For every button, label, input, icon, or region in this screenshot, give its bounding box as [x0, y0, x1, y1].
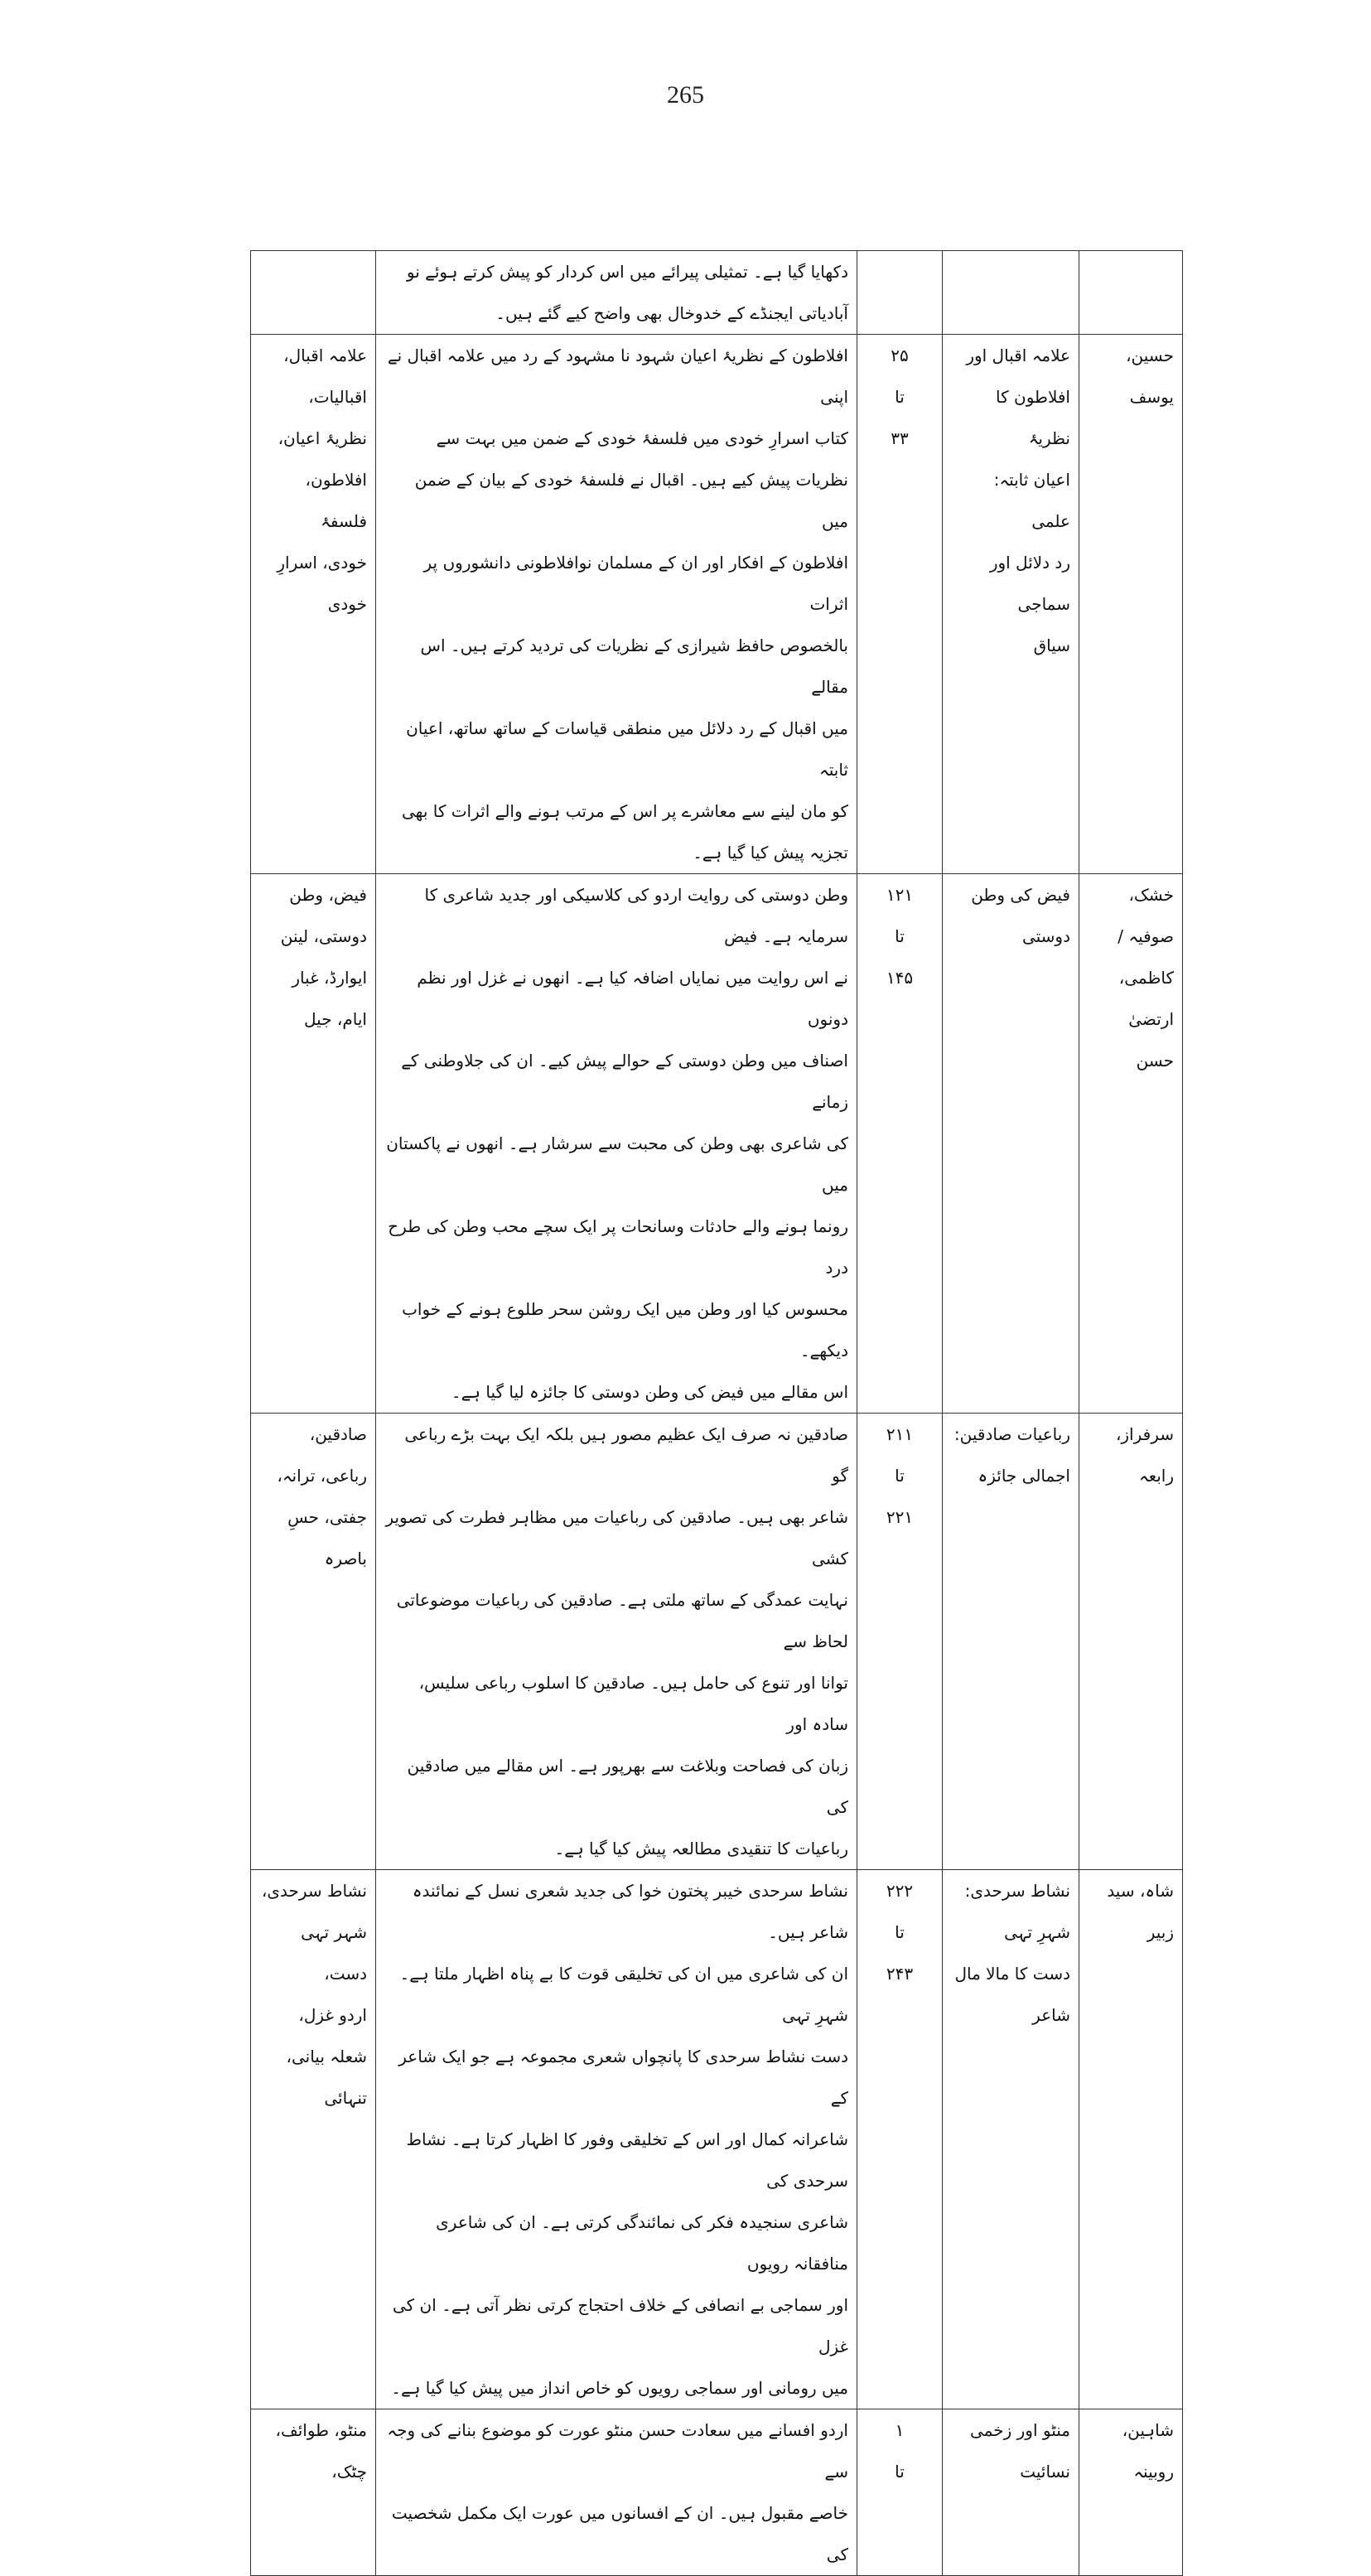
page-start: ۱: [895, 2420, 905, 2440]
abstract-cell: وطن دوستی کی روایت اردو کی کلاسیکی اور جدید شاعری کا سرمایہ ہے۔ فیض نے اس روایت میں نمایاں اضافہ کیا ہے۔ انھوں نے غزل اور نظم دونوں اصناف میں وطن دوستی کے حوالے پیش کیے۔ ان کی جلاوطنی کے زمانے کی شاعری بھی وطن کی محبت سے سرشار ہے۔ انھوں نے پاکستان میں رونما ہونے والے حادثات وسانحات پر ایک سچے محب وطن کی طرح درد محسوس کیا اور وطن میں ایک روشن سحر طلوع ہونے کے خواب دیکھے۔ اس مقالے میں فیض کی وطن دوستی کا جائزہ لیا گیا ہے۔: [376, 874, 857, 1414]
page-number: 265: [667, 81, 704, 109]
table-row: [251, 1870, 1183, 2409]
page-range-word: تا: [895, 1466, 905, 1486]
page-range-word: تا: [895, 387, 905, 407]
keywords-cell: علامہ اقبال، اقبالیات، نظریۂ اعیان، افلاطون، فلسفۂ خودی، اسرارِ خودی: [251, 335, 376, 874]
abstract-cell: افلاطون کے نظریۂ اعیان شہود نا مشہود کے رد میں علامہ اقبال نے اپنی کتاب اسرارِ خودی میں فلسفۂ خودی کے ضمن میں بہت سے نظریات پیش کیے ہیں۔ اقبال نے فلسفۂ خودی کے بیان کے ضمن میں افلاطون کے افکار اور ان کے مسلمان نوافلاطونی دانشوروں پر اثرات بالخصوص حافظ شیرازی کے نظریات کی تردید کرتے ہیں۔ اس مقالے میں اقبال کے رد دلائل میں منطقی قیاسات کے ساتھ ساتھ، اعیان ثابتہ کو مان لینے سے معاشرے پر اس کے مرتب ہونے والے اثرات کا بھی تجزیہ پیش کیا گیا ہے۔: [376, 335, 857, 874]
author-cell: [1079, 251, 1183, 335]
page-end: ۲۲۱: [886, 1507, 914, 1527]
keywords-cell: منٹو، طوائف، چٹک،: [251, 2409, 376, 2576]
pages-cell: [857, 874, 943, 1414]
page-end: ۱۴۵: [886, 968, 914, 988]
pages-cell: [857, 2409, 943, 2576]
abstract-cell: نشاط سرحدی خیبر پختون خوا کی جدید شعری نسل کے نمائندہ شاعر ہیں۔ ان کی شاعری میں ان کی تخلیقی قوت کا بے پناہ اظہار ملتا ہے۔ شہرِ تہی دست نشاط سرحدی کا پانچواں شعری مجموعہ ہے جو ایک شاعر کے شاعرانہ کمال اور اس کے تخلیقی وفور کا اظہار کرتا ہے۔ نشاط سرحدی کی شاعری سنجیدہ فکر کی نمائندگی کرتی ہے۔ ان کی شاعری منافقانہ رویوں اور سماجی بے انصافی کے خلاف احتجاج کرتی نظر آتی ہے۔ ان کی غزل میں رومانی اور سماجی رویوں کو خاص انداز میں پیش کیا گیا ہے۔: [376, 1870, 857, 2409]
author-cell: سرفراز، رابعہ: [1079, 1414, 1183, 1870]
author-cell: خشک، صوفیہ / کاظمی، ارتضیٰ حسن: [1079, 874, 1183, 1414]
page-range-word: تا: [895, 2462, 905, 2482]
page-end: ۳۳: [891, 428, 909, 448]
abstract-cell: اردو افسانے میں سعادت حسن منٹو عورت کو موضوع بنانے کی وجہ سے خاصے مقبول ہیں۔ ان کے افسانوں میں عورت ایک مکمل شخصیت کی: [376, 2409, 857, 2576]
title-cell: فیض کی وطن دوستی: [943, 874, 1079, 1414]
table-row: [251, 335, 1183, 874]
article-index-table: [250, 250, 1183, 2576]
keywords-cell: فیض، وطن دوستی، لینن ایوارڈ، غبار ایام، جیل: [251, 874, 376, 1414]
author-cell: حسین، یوسف: [1079, 335, 1183, 874]
pages-cell: [857, 1870, 943, 2409]
title-cell: [943, 251, 1079, 335]
keywords-cell: صادقین، رباعی، ترانہ، جفتی، حسِ باصرہ: [251, 1414, 376, 1870]
author-cell: شاہ، سید زبیر: [1079, 1870, 1183, 2409]
title-cell: علامہ اقبال اور افلاطون کا نظریۂ اعیان ثابتہ: علمی رد دلائل اور سماجی سیاق: [943, 335, 1079, 874]
table-row: [251, 2409, 1183, 2576]
page-start: ۱۲۱: [886, 885, 914, 905]
page-start: ۲۲۲: [886, 1881, 914, 1901]
page-range-word: تا: [895, 1922, 905, 1942]
abstract-cell: دکھایا گیا ہے۔ تمثیلی پیرائے میں اس کردار کو پیش کرتے ہوئے نو آبادیاتی ایجنڈے کے خدوخال بھی واضح کیے گئے ہیں۔: [376, 251, 857, 335]
abstract-cell: صادقین نہ صرف ایک عظیم مصور ہیں بلکہ ایک بہت بڑے رباعی گو شاعر بھی ہیں۔ صادقین کی رباعیات میں مظاہر فطرت کی تصویر کشی نہایت عمدگی کے ساتھ ملتی ہے۔ صادقین کی رباعیات موضوعاتی لحاظ سے توانا اور تنوع کی حامل ہیں۔ صادقین کا اسلوب رباعی سلیس، سادہ اور زبان کی فصاحت وبلاغت سے بھرپور ہے۔ اس مقالے میں صادقین کی رباعیات کا تنقیدی مطالعہ پیش کیا گیا ہے۔: [376, 1414, 857, 1870]
keywords-cell: [251, 251, 376, 335]
table-row: [251, 251, 1183, 335]
page-start: ۲۵: [891, 346, 909, 365]
table-row: [251, 1414, 1183, 1870]
title-cell: رباعیات صادقین: اجمالی جائزہ: [943, 1414, 1079, 1870]
page-start: ۲۱۱: [886, 1424, 914, 1444]
title-cell: منٹو اور زخمی نسائیت: [943, 2409, 1079, 2576]
title-cell: نشاط سرحدی: شہرِ تہی دست کا مالا مال شاعر: [943, 1870, 1079, 2409]
page-range-word: تا: [895, 926, 905, 946]
pages-cell: [857, 335, 943, 874]
author-cell: شاہین، روبینہ: [1079, 2409, 1183, 2576]
table-row: [251, 874, 1183, 1414]
pages-cell: [857, 251, 943, 335]
pages-cell: [857, 1414, 943, 1870]
page-end: ۲۴۳: [886, 1964, 914, 1984]
keywords-cell: نشاط سرحدی، شہر تہی دست، اردو غزل، شعلہ بیانی، تنہائی: [251, 1870, 376, 2409]
